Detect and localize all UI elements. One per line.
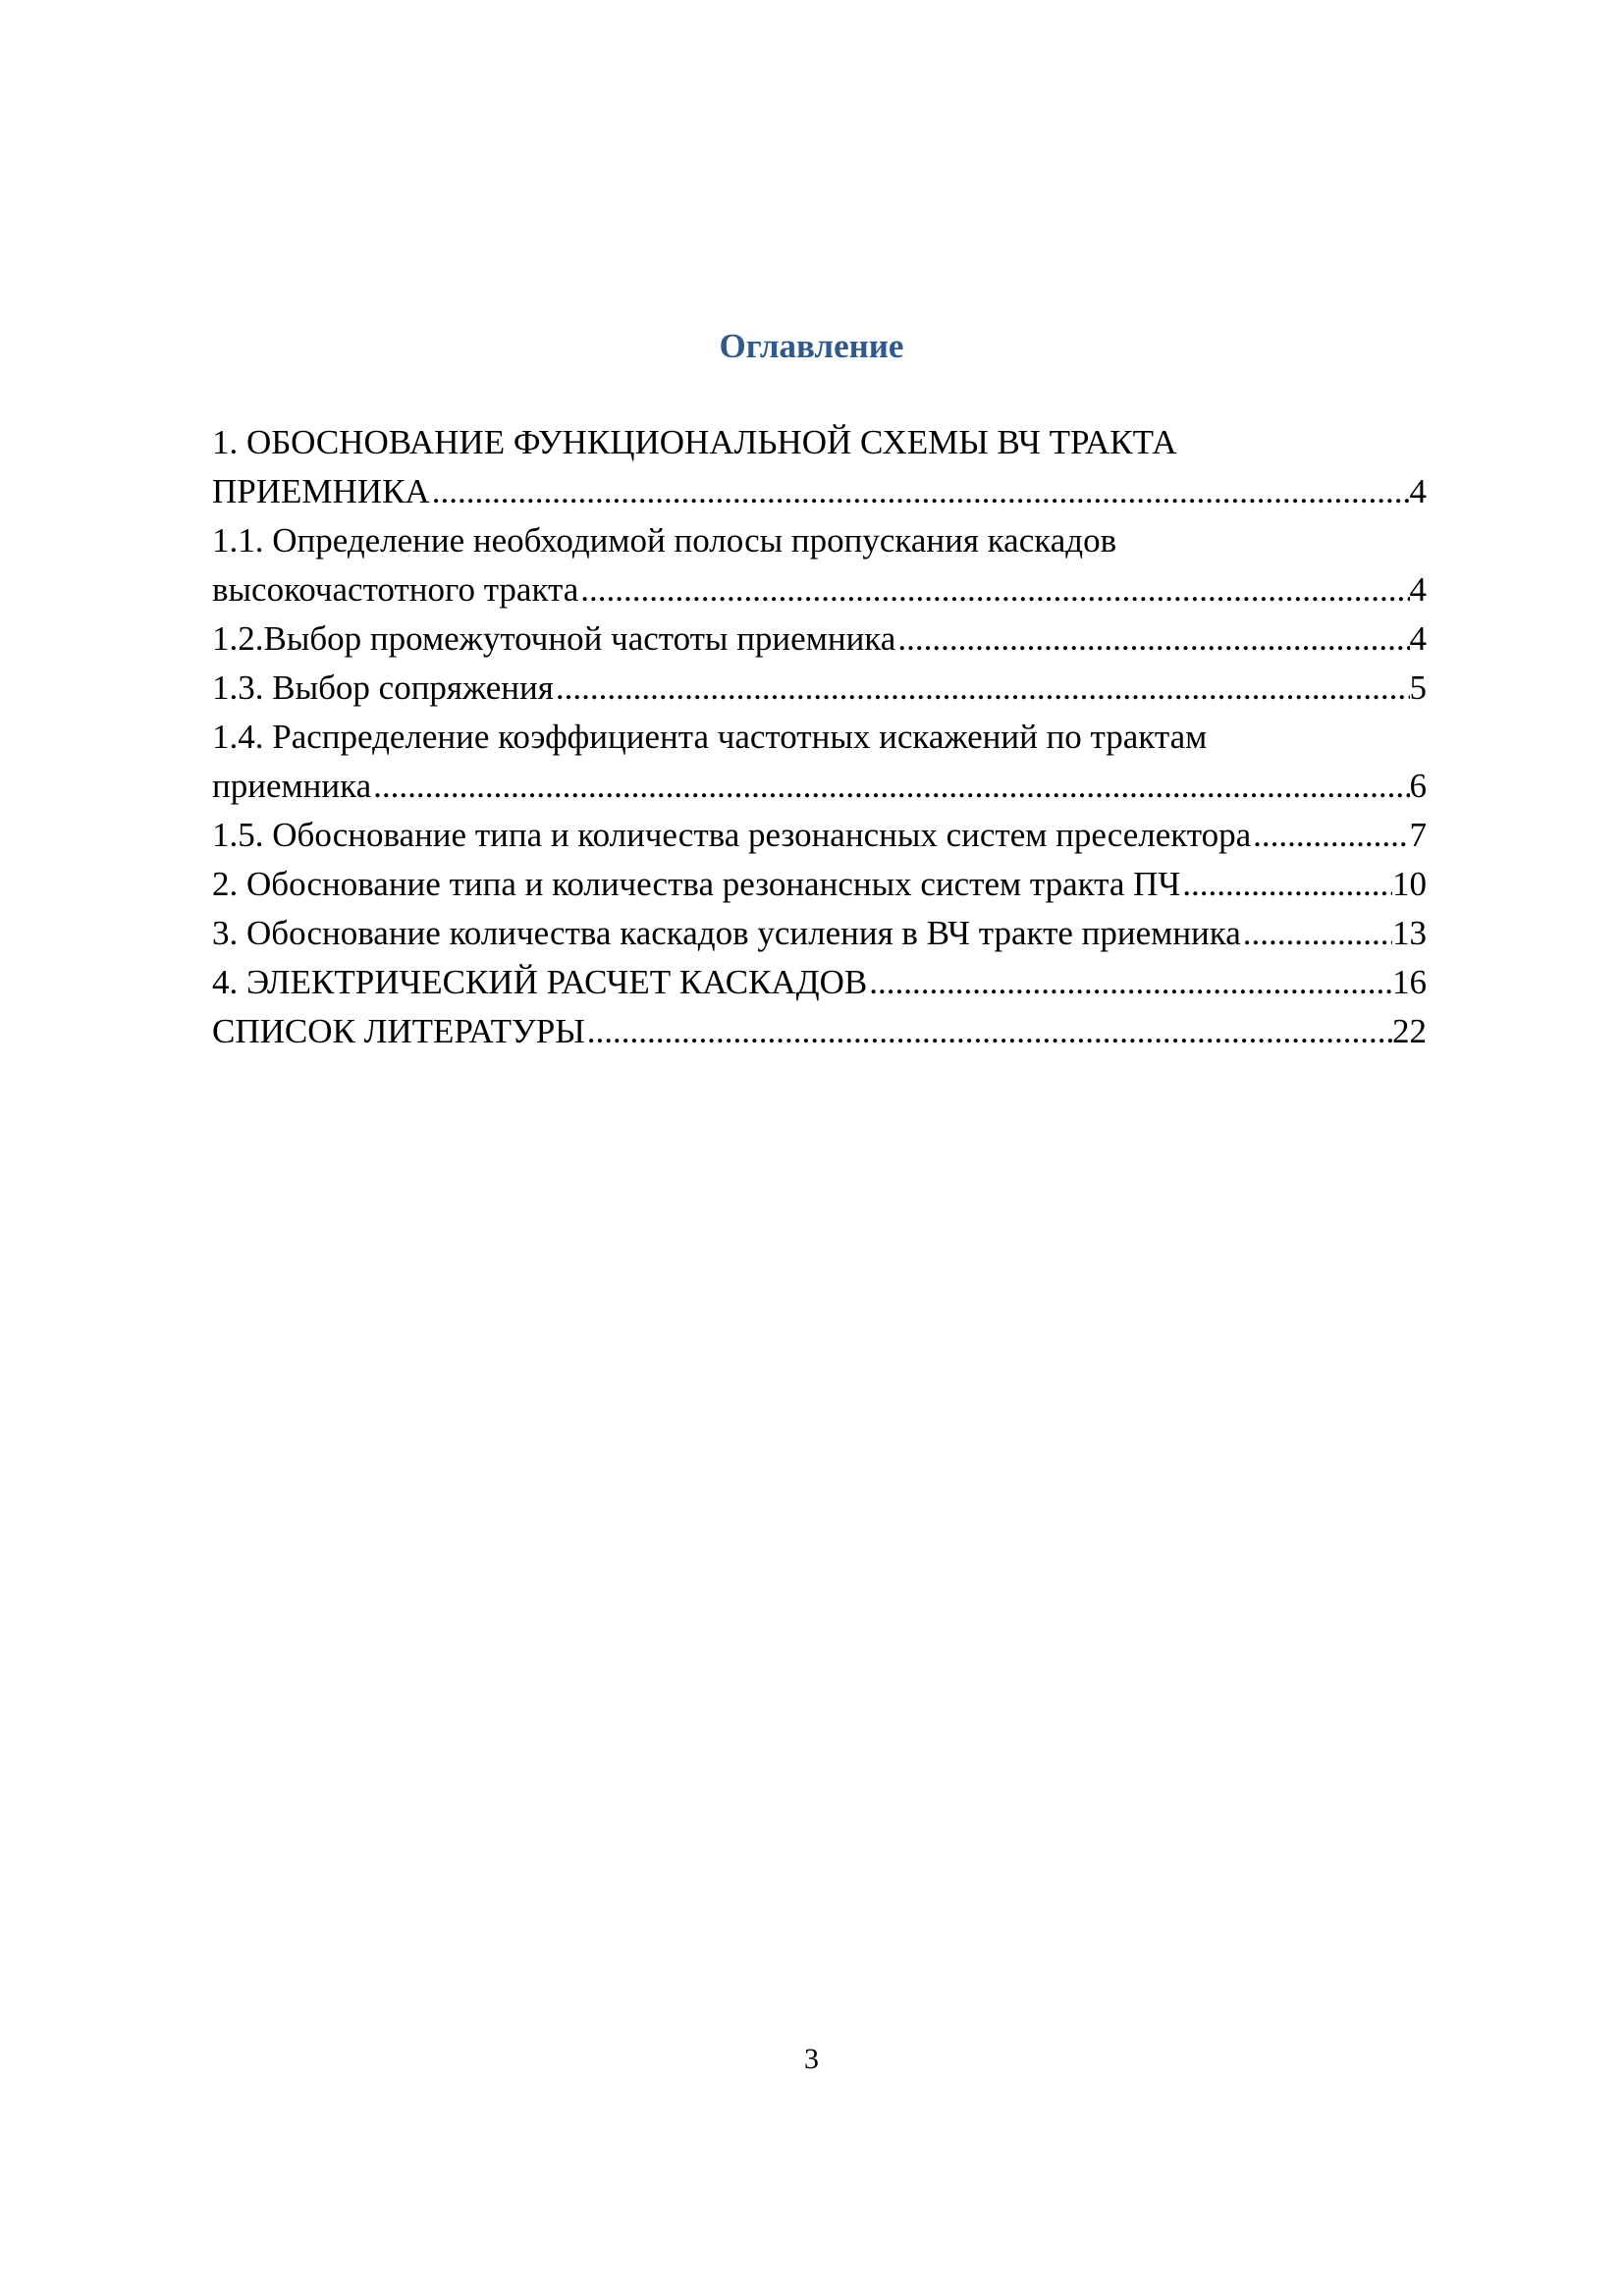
dot-leader bbox=[895, 614, 1409, 664]
toc-entry-text: приемника bbox=[212, 767, 372, 805]
dot-leader bbox=[585, 1007, 1392, 1056]
dot-leader bbox=[1241, 909, 1392, 958]
toc-entry[interactable] bbox=[212, 418, 1427, 516]
toc-entry[interactable] bbox=[212, 713, 1427, 811]
toc-page-number: 4 bbox=[1409, 472, 1427, 510]
toc-entry-text: 4. ЭЛЕКТРИЧЕСКИЙ РАСЧЕТ КАСКАДОВ bbox=[212, 963, 868, 1001]
toc-page-number: 22 bbox=[1392, 1012, 1427, 1050]
toc-page-number: 16 bbox=[1392, 963, 1427, 1001]
dot-leader bbox=[554, 664, 1410, 713]
toc-entry-text: 1.3. Выбор сопряжения bbox=[212, 668, 554, 707]
toc-entry[interactable] bbox=[212, 860, 1427, 909]
toc-page-number: 7 bbox=[1409, 816, 1427, 854]
toc-entry[interactable] bbox=[212, 664, 1427, 713]
toc-entry-text: 1.2.Выбор промежуточной частоты приемника bbox=[212, 619, 896, 658]
toc-entry-text: 1.1. Определение необходимой полосы пропускания каскадов bbox=[212, 521, 1117, 560]
toc-page-number: 4 bbox=[1409, 619, 1427, 658]
toc-page-number: 4 bbox=[1409, 570, 1427, 609]
toc-entry-text: 3. Обоснование количества каскадов усиления в ВЧ тракте приемника bbox=[212, 914, 1241, 952]
toc-entry-text: высокочастотного тракта bbox=[212, 570, 579, 609]
page-number: 3 bbox=[804, 2043, 819, 2075]
toc-entry-text: 2. Обоснование типа и количества резонансных систем тракта ПЧ bbox=[212, 865, 1181, 903]
toc-entry[interactable] bbox=[212, 958, 1427, 1007]
toc-entry-text: ПРИЕМНИКА bbox=[212, 472, 430, 510]
toc-entry[interactable] bbox=[212, 1007, 1427, 1056]
toc-entry[interactable] bbox=[212, 614, 1427, 664]
toc-entry-text: 1. ОБОСНОВАНИЕ ФУНКЦИОНАЛЬНОЙ СХЕМЫ ВЧ ТРАКТА bbox=[212, 423, 1177, 461]
dot-leader bbox=[1180, 860, 1392, 909]
dot-leader bbox=[867, 958, 1392, 1007]
dot-leader bbox=[430, 467, 1410, 516]
dot-leader bbox=[1251, 811, 1409, 860]
toc-entry-text: 1.5. Обоснование типа и количества резонансных систем преселектора bbox=[212, 816, 1252, 854]
toc-entry[interactable] bbox=[212, 909, 1427, 958]
toc-entry[interactable] bbox=[212, 811, 1427, 860]
table-of-contents bbox=[212, 418, 1427, 1056]
toc-entry-text: СПИСОК ЛИТЕРАТУРЫ bbox=[212, 1012, 585, 1050]
toc-entry[interactable] bbox=[212, 516, 1427, 614]
toc-title: Оглавление bbox=[719, 327, 904, 365]
toc-entry-text: 1.4. Распределение коэффициента частотных искажений по трактам bbox=[212, 718, 1208, 756]
toc-page-number: 6 bbox=[1409, 767, 1427, 805]
dot-leader bbox=[371, 762, 1409, 811]
toc-page-number: 13 bbox=[1392, 914, 1427, 952]
dot-leader bbox=[578, 565, 1409, 614]
toc-page-number: 5 bbox=[1409, 668, 1427, 707]
toc-page-number: 10 bbox=[1392, 865, 1427, 903]
